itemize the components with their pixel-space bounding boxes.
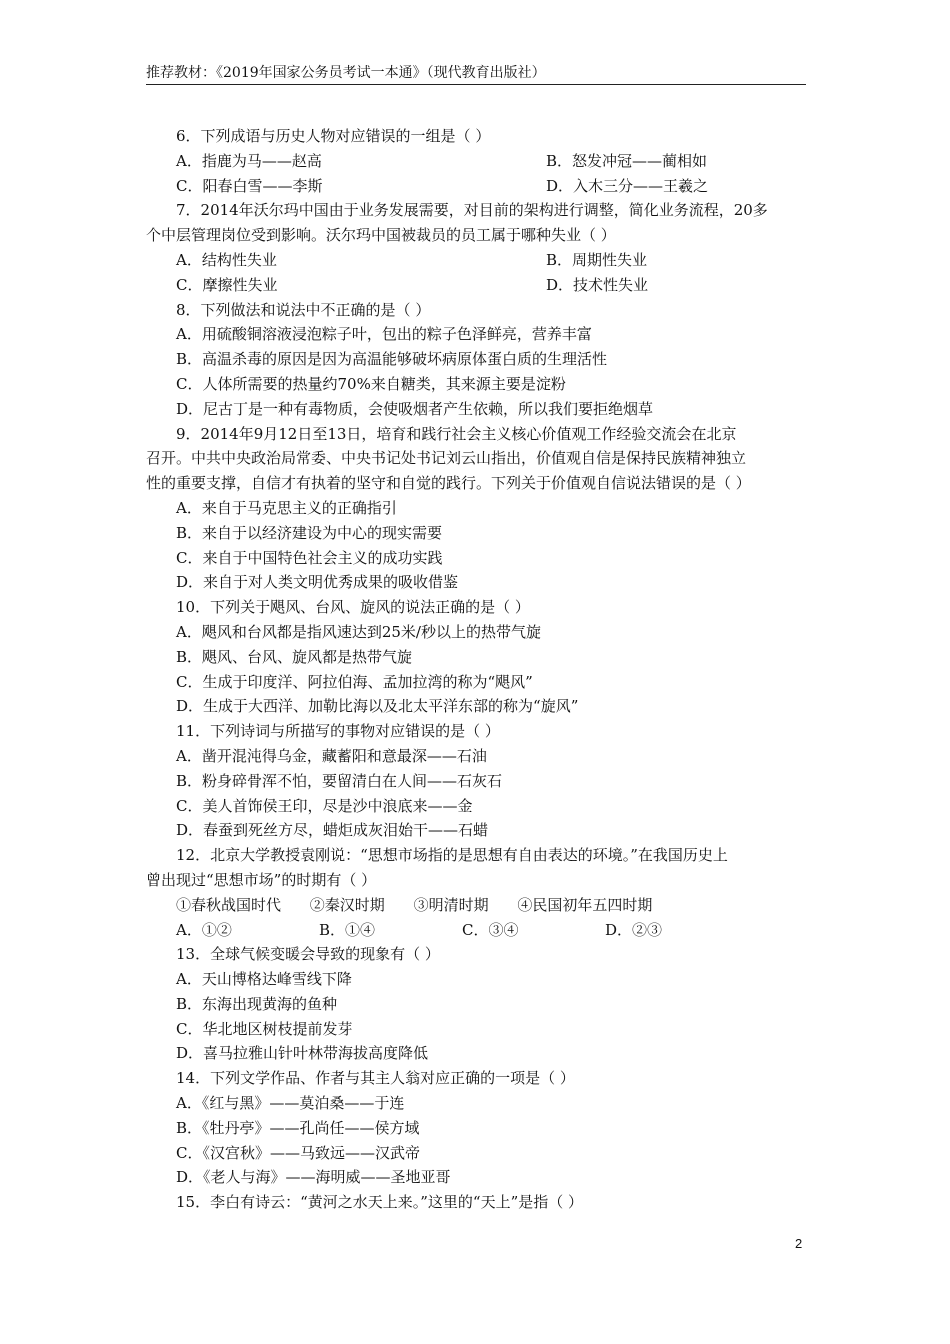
question-12-options bbox=[146, 918, 806, 943]
option-b: B．周期性失业 bbox=[546, 250, 648, 269]
question-13-option-c: C．华北地区树枝提前发芽 bbox=[176, 1019, 353, 1038]
question-8-option-b: B．高温杀毒的原因是因为高温能够破坏病原体蛋白质的生理活性 bbox=[176, 350, 608, 369]
question-13-option-a: A．天山博格达峰雪线下降 bbox=[176, 970, 352, 989]
question-12-stem-line2: 曾出现过“思想市场”的时期有（ ） bbox=[146, 870, 377, 889]
option-b: B．怒发冲冠——蔺相如 bbox=[546, 151, 708, 170]
question-11-option-d: D．春蚕到死丝方尽，蜡炬成灰泪始干——石蜡 bbox=[176, 821, 489, 840]
question-13-option-d: D．喜马拉雅山针叶林带海拔高度降低 bbox=[176, 1044, 429, 1063]
question-9-option-c: C．来自于中国特色社会主义的成功实践 bbox=[176, 548, 443, 567]
question-10-option-a: A．飓风和台风都是指风速达到25米/秒以上的热带气旋 bbox=[176, 622, 541, 641]
page-header: 推荐教材：《2019年国家公务员考试一本通》（现代教育出版社） bbox=[146, 65, 546, 81]
question-10-option-d: D．生成于大西洋、加勒比海以及北太平洋东部的称为“旋风” bbox=[176, 697, 579, 716]
page-number: 2 bbox=[795, 1236, 803, 1251]
question-6-options-ab bbox=[146, 149, 806, 174]
option-c: C．摩擦性失业 bbox=[176, 275, 278, 294]
item-1: ①春秋战国时代 bbox=[176, 895, 282, 914]
question-8-option-d: D．尼古丁是一种有毒物质，会使吸烟者产生依赖，所以我们要拒绝烟草 bbox=[176, 399, 654, 418]
question-14-option-a: A．《红与黑》——莫泊桑——于连 bbox=[176, 1094, 405, 1113]
question-12-items bbox=[146, 893, 806, 918]
option-c: C．③④ bbox=[462, 920, 519, 939]
question-10-option-c: C．生成于印度洋、阿拉伯海、孟加拉湾的称为“飓风” bbox=[176, 672, 533, 691]
question-6-stem: 6．下列成语与历史人物对应错误的一组是（ ） bbox=[176, 127, 491, 145]
question-14-option-c: C．《汉宫秋》——马致远——汉武帝 bbox=[176, 1143, 420, 1162]
question-14-stem: 14．下列文学作品、作者与其主人翁对应正确的一项是（ ） bbox=[176, 1069, 575, 1088]
question-10-stem: 10．下列关于飓风、台风、旋风的说法正确的是（ ） bbox=[176, 598, 530, 617]
item-4: ④民国初年五四时期 bbox=[517, 895, 653, 914]
question-7-options-ab bbox=[146, 248, 806, 273]
item-2: ②秦汉时期 bbox=[309, 895, 385, 914]
question-12-stem-line1: 12．北京大学教授袁刚说：“思想市场指的是思想有自由表达的环境。”在我国历史上 bbox=[176, 846, 728, 865]
option-c: C．阳春白雪——李斯 bbox=[176, 176, 323, 195]
question-14-option-d: D．《老人与海》——海明威——圣地亚哥 bbox=[176, 1168, 451, 1187]
question-9-stem-line1: 9．2014年9月12日至13日，培育和践行社会主义核心价值观工作经验交流会在北京 bbox=[176, 424, 737, 443]
question-9-stem-line2: 召开。中共中央政治局常委、中央书记处书记刘云山指出，价值观自信是保持民族精神独立 bbox=[146, 449, 747, 468]
question-9-stem-line3: 性的重要支撑，自信才有执着的坚守和自觉的践行。下列关于价值观自信说法错误的是（ ） bbox=[146, 474, 751, 493]
question-11-option-c: C．美人首饰侯王印，尽是沙中浪底来——金 bbox=[176, 796, 473, 815]
header-divider bbox=[146, 84, 806, 85]
question-9-option-a: A．来自于马克思主义的正确指引 bbox=[176, 498, 397, 517]
question-9-option-b: B．来自于以经济建设为中心的现实需要 bbox=[176, 523, 443, 542]
question-15-stem: 15．李白有诗云：“黄河之水天上来。”这里的“天上”是指（ ） bbox=[176, 1193, 584, 1212]
question-7-options-cd bbox=[146, 273, 806, 298]
question-14-option-b: B．《牡丹亭》——孔尚任——侯方域 bbox=[176, 1118, 420, 1137]
question-6-options-cd bbox=[146, 174, 806, 199]
option-b: B．①④ bbox=[319, 920, 376, 939]
option-d: D．入木三分——王羲之 bbox=[546, 176, 709, 195]
question-list bbox=[146, 124, 806, 1215]
item-3: ③明清时期 bbox=[413, 895, 489, 914]
question-11-option-a: A．凿开混沌得乌金，藏蓄阳和意最深——石油 bbox=[176, 746, 487, 765]
option-a: A．指鹿为马——赵高 bbox=[176, 151, 322, 170]
question-8-stem: 8．下列做法和说法中不正确的是（ ） bbox=[176, 300, 431, 319]
option-d: D．②③ bbox=[605, 920, 663, 939]
option-a: A．结构性失业 bbox=[176, 250, 277, 269]
question-11-stem: 11．下列诗词与所描写的事物对应错误的是（ ） bbox=[176, 722, 500, 741]
question-9-option-d: D．来自于对人类文明优秀成果的吸收借鉴 bbox=[176, 573, 459, 592]
option-a: A．①② bbox=[176, 920, 232, 939]
question-11-option-b: B．粉身碎骨浑不怕，要留清白在人间——石灰石 bbox=[176, 771, 503, 790]
question-13-option-b: B．东海出现黄海的鱼种 bbox=[176, 994, 338, 1013]
question-8-option-a: A．用硫酸铜溶液浸泡粽子叶，包出的粽子色泽鲜亮，营养丰富 bbox=[176, 325, 592, 344]
question-8-option-c: C．人体所需要的热量约70%来自糖类，其来源主要是淀粉 bbox=[176, 374, 566, 393]
question-7-stem-line1: 7．2014年沃尔玛中国由于业务发展需要，对目前的架构进行调整，简化业务流程，20多 bbox=[176, 201, 768, 220]
question-7-stem-line2: 个中层管理岗位受到影响。沃尔玛中国被裁员的员工属于哪种失业（ ） bbox=[146, 226, 616, 245]
question-10-option-b: B．飓风、台风、旋风都是热带气旋 bbox=[176, 647, 413, 666]
option-d: D．技术性失业 bbox=[546, 275, 649, 294]
question-13-stem: 13．全球气候变暖会导致的现象有（ ） bbox=[176, 945, 440, 964]
